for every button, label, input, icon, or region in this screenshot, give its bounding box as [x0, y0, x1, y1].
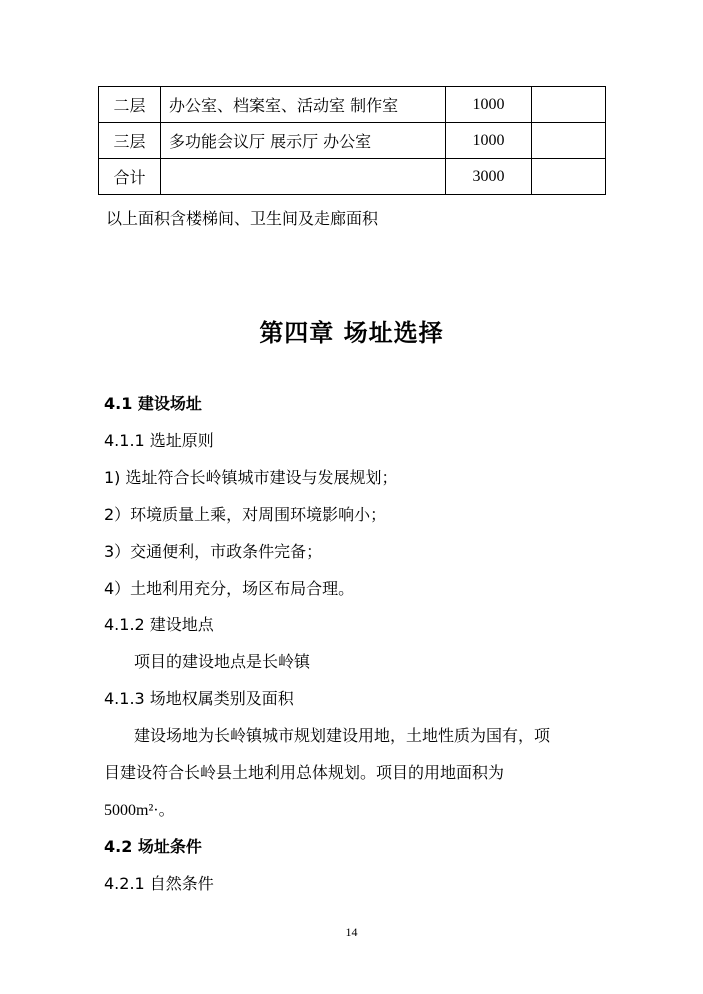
- principle-item-4: 4）土地利用充分，场区布局合理。: [104, 579, 355, 598]
- note-cell: [532, 123, 606, 159]
- subsection-heading-4-1-3: 4.1.3 场地权属类别及面积: [104, 689, 294, 708]
- floor-cell: 合计: [99, 159, 161, 195]
- area-table: [98, 86, 606, 195]
- site-paragraph-line-1: 建设场地为长岭镇城市规划建设用地，土地性质为国有，项: [134, 726, 551, 745]
- rooms-cell: 多功能会议厅 展示厅 办公室: [161, 123, 446, 159]
- subsection-heading-4-2-1: 4.2.1 自然条件: [104, 874, 214, 893]
- note-cell: [532, 159, 606, 195]
- subsection-heading-4-1-1: 4.1.1 选址原则: [104, 431, 214, 450]
- chapter-title: 第四章 场址选择: [259, 318, 444, 347]
- table-row: [99, 87, 606, 123]
- area-cell: 3000: [446, 159, 532, 195]
- floor-cell: 三层: [99, 123, 161, 159]
- site-paragraph-line-3: 5000m²·。: [104, 802, 175, 819]
- rooms-cell: [161, 159, 446, 195]
- subsection-heading-4-1-2: 4.1.2 建设地点: [104, 615, 214, 634]
- section-heading-4-2: 4.2 场址条件: [104, 837, 202, 856]
- principle-item-1: 1) 选址符合长岭镇城市建设与发展规划；: [104, 468, 398, 487]
- area-cell: 1000: [446, 123, 532, 159]
- table-row: [99, 159, 606, 195]
- page-number: 14: [345, 925, 358, 939]
- note-cell: [532, 87, 606, 123]
- floor-cell: 二层: [99, 87, 161, 123]
- table-row: [99, 123, 606, 159]
- principle-item-3: 3）交通便利，市政条件完备；: [104, 542, 323, 561]
- location-paragraph: 项目的建设地点是长岭镇: [134, 652, 311, 671]
- rooms-cell: 办公室、档案室、活动室 制作室: [161, 87, 446, 123]
- table-footnote: 以上面积含楼梯间、卫生间及走廊面积: [106, 209, 379, 228]
- principle-item-2: 2）环境质量上乘，对周围环境影响小；: [104, 505, 387, 524]
- section-heading-4-1: 4.1 建设场址: [104, 394, 202, 413]
- site-paragraph-line-2: 目建设符合长岭县土地利用总体规划。项目的用地面积为: [104, 763, 505, 782]
- area-cell: 1000: [446, 87, 532, 123]
